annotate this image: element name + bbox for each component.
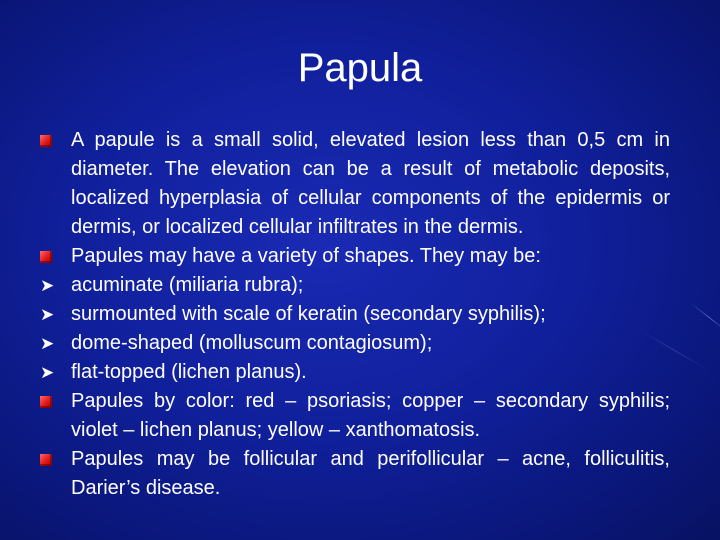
list-item-text: surmounted with scale of keratin (secondary syphilis); <box>71 303 546 325</box>
list-item <box>40 300 670 329</box>
slide-title: Papula <box>297 46 423 90</box>
bullet-list <box>40 126 670 503</box>
list-item-text: A papule is a small solid, elevated lesion less than 0,5 cm in diameter. The elevation can be a result of metabolic deposits, localized hyperplasia of cellular components of the epidermis or dermis, or localized cellular infiltrates in the dermis. <box>71 129 670 238</box>
list-item <box>40 358 670 387</box>
list-item <box>40 387 670 445</box>
list-item <box>40 271 670 300</box>
list-item-text: Papules may have a variety of shapes. They may be: <box>71 245 541 267</box>
arrowhead-bullet-icon: ➤ <box>40 334 55 353</box>
list-item-text: dome-shaped (molluscum contagiosum); <box>71 332 433 354</box>
list-item-text: Papules by color: red – psoriasis; copper – secondary syphilis; violet – lichen planus; yellow – xanthomatosis. <box>71 390 670 441</box>
list-item-text: flat-topped (lichen planus). <box>71 361 307 383</box>
red-square-bullet-icon <box>40 135 52 147</box>
arrowhead-bullet-icon: ➤ <box>40 363 55 382</box>
arrowhead-bullet-icon: ➤ <box>40 276 55 295</box>
decorative-light-streak <box>690 302 720 334</box>
arrowhead-bullet-icon: ➤ <box>40 305 55 324</box>
list-item <box>40 445 670 503</box>
list-item-text: Papules may be follicular and perifollicular – acne, folliculitis, Darier’s disease. <box>71 448 670 499</box>
red-square-bullet-icon <box>40 251 52 263</box>
list-item <box>40 329 670 358</box>
list-item-text: acuminate (miliaria rubra); <box>71 274 304 296</box>
list-item <box>40 242 670 271</box>
red-square-bullet-icon <box>40 454 52 466</box>
list-item <box>40 126 670 242</box>
red-square-bullet-icon <box>40 396 52 408</box>
